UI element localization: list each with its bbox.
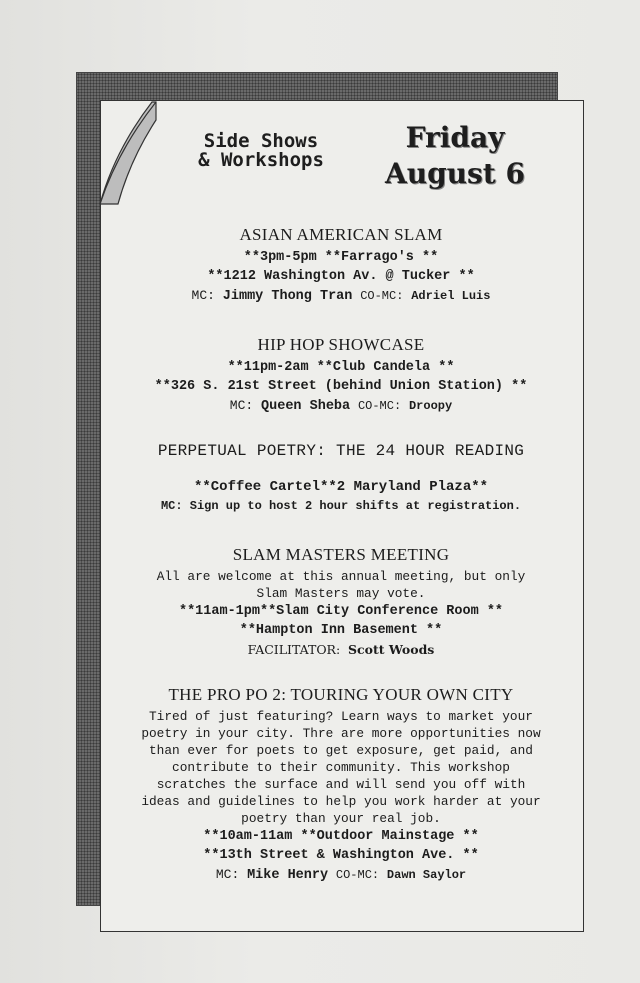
event-time-venue: **11am-1pm**Slam City Conference Room **: [178, 604, 504, 619]
event-address: **326 S. 21st Street (behind Union Station) **: [154, 379, 528, 394]
event-desc-line: contribute to their community. This workshop: [172, 760, 510, 775]
comc-name: Adriel Luis: [411, 289, 491, 303]
event-desc-line: than ever for poets to get exposure, get paid, and: [149, 743, 533, 758]
event-desc-line: poetry than your real job.: [241, 811, 441, 826]
event-time-venue: **11pm-2am **Club Candela **: [227, 360, 455, 375]
event-perpetual-poetry: [104, 438, 578, 516]
mc-name: Mike Henry: [247, 868, 329, 883]
mc-label: MC:: [191, 288, 215, 303]
events-list: [104, 222, 578, 885]
side-shows-heading: [181, 132, 341, 170]
heading-line-2: & Workshops: [198, 149, 324, 171]
mc-label: MC:: [229, 398, 254, 413]
comc-name: Droopy: [408, 399, 453, 413]
event-asian-american-slam: [104, 222, 578, 306]
event-pro-po-2: [104, 682, 578, 885]
page-curl-icon: [0, 0, 160, 210]
facilitator-label: FACILITATOR:: [247, 642, 341, 657]
event-desc-line: Tired of just featuring? Learn ways to market your: [149, 709, 533, 724]
event-desc-line: poetry in your city. Thre are more opportunities now: [141, 726, 541, 741]
facilitator-name: Scott Woods: [348, 642, 435, 657]
event-desc-line: ideas and guidelines to help you work harder at your: [141, 794, 541, 809]
event-time-venue: **3pm-5pm **Farrago's **: [243, 250, 439, 265]
event-time-venue: **10am-11am **Outdoor Mainstage **: [203, 829, 479, 844]
day-label: Friday: [405, 121, 505, 154]
event-desc-line: Slam Masters may vote.: [256, 586, 426, 601]
heading-line-1: Side Shows: [203, 130, 319, 152]
event-desc-line: All are welcome at this annual meeting, but only: [156, 569, 526, 584]
comc-name: Dawn Saylor: [386, 868, 467, 882]
event-mc-line: [104, 865, 578, 885]
event-title: PERPETUAL POETRY: THE 24 HOUR READING: [157, 442, 525, 460]
comc-label: CO-MC:: [357, 399, 402, 413]
event-hip-hop-showcase: [104, 332, 578, 416]
event-mc-line: [104, 286, 578, 306]
event-mc-line: MC: Sign up to host 2 hour shifts at registration.: [160, 499, 522, 513]
comc-label: CO-MC:: [335, 868, 380, 882]
mc-label: MC:: [215, 867, 240, 882]
event-title: SLAM MASTERS MEETING: [232, 545, 450, 564]
date-heading: [370, 120, 540, 192]
event-location: **Hampton Inn Basement **: [239, 623, 443, 638]
event-venue: **Coffee Cartel**2 Maryland Plaza**: [193, 479, 489, 495]
date-label: August 6: [385, 157, 525, 190]
event-facilitator-line: [104, 640, 578, 660]
event-mc-line: [104, 396, 578, 416]
comc-label: CO-MC:: [360, 289, 404, 303]
mc-name: Queen Sheba: [261, 399, 351, 414]
event-title: ASIAN AMERICAN SLAM: [239, 225, 443, 244]
event-address: **13th Street & Washington Ave. **: [203, 848, 479, 863]
event-title: HIP HOP SHOWCASE: [257, 335, 425, 354]
event-desc-line: scratches the surface and will send you off with: [156, 777, 526, 792]
event-slam-masters-meeting: [104, 542, 578, 660]
event-address: **1212 Washington Av. @ Tucker **: [207, 269, 475, 284]
event-title: THE PRO PO 2: TOURING YOUR OWN CITY: [168, 685, 514, 704]
mc-name: Jimmy Thong Tran: [222, 289, 353, 304]
